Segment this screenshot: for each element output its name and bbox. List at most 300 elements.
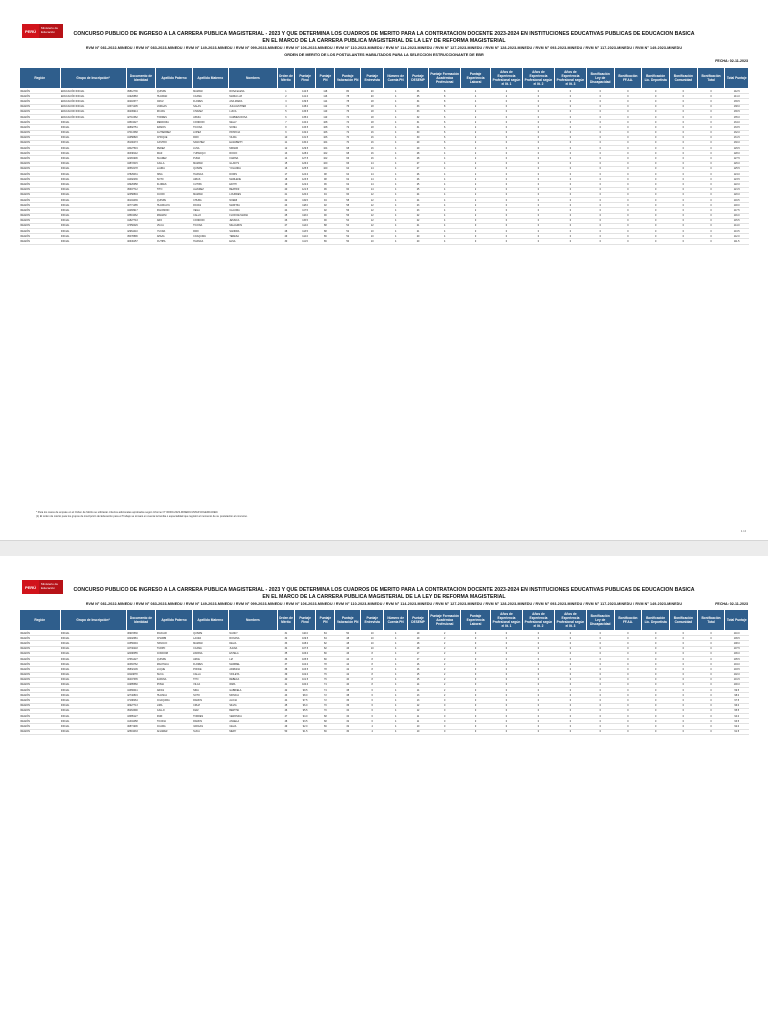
table-cell: VILMA xyxy=(228,135,277,140)
table-cell: 102.0 xyxy=(294,672,315,677)
table-cell: 112.0 xyxy=(725,234,749,239)
table-cell: 2 xyxy=(461,208,491,213)
table-cell: 0 xyxy=(461,708,491,713)
table-cell: 100.0 xyxy=(725,682,749,687)
table-cell: 0 xyxy=(697,667,725,672)
table-cell: VERONICA xyxy=(228,714,277,719)
footnotes xyxy=(36,511,556,519)
table-cell: 0 xyxy=(614,161,642,166)
table-cell: 0 xyxy=(586,662,614,667)
table-cell: 0 xyxy=(554,239,586,244)
table-cell: ANA MARIA xyxy=(228,99,277,104)
column-header: Puntaje Formación Académica Profesional xyxy=(429,610,461,631)
table-cell: 20 xyxy=(407,234,428,239)
table-cell: 0 xyxy=(614,99,642,104)
table-cell: 0 xyxy=(461,672,491,677)
table-cell: 0 xyxy=(554,641,586,646)
table-cell: 0 xyxy=(642,99,670,104)
table-cell: MONICA xyxy=(228,693,277,698)
table-cell: 32 xyxy=(407,114,428,119)
table-cell: 0 xyxy=(522,135,554,140)
table-cell: 0 xyxy=(586,724,614,729)
table-cell: 0 xyxy=(670,182,698,187)
table-cell: 0 xyxy=(554,667,586,672)
table-cell: 8 xyxy=(361,672,384,677)
table-cell: 125.5 xyxy=(294,166,315,171)
table-cell: 101.5 xyxy=(725,677,749,682)
table-cell: 131.5 xyxy=(294,135,315,140)
table-cell: INICIAL xyxy=(60,156,126,161)
table-cell: 49 xyxy=(277,724,294,729)
table-cell: 92 xyxy=(316,208,335,213)
table-cell: 112.0 xyxy=(294,234,315,239)
table-cell: CUTIPA xyxy=(192,182,228,187)
column-header: Apellido Materno xyxy=(192,68,228,89)
table-cell: 0 xyxy=(522,161,554,166)
table-cell: 16 xyxy=(361,151,384,156)
ministry-logo: Ministerio de Educación xyxy=(39,580,63,594)
table-cell: VIOLETA xyxy=(228,672,277,677)
table-cell: 0 xyxy=(642,208,670,213)
table-cell: 0 xyxy=(697,651,725,656)
table-cell: 119.5 xyxy=(294,197,315,202)
table-cell: 131.5 xyxy=(725,135,749,140)
table-cell: 3 xyxy=(277,99,294,104)
table-cell: 72 xyxy=(316,698,335,703)
table-cell: QUISPE xyxy=(156,197,192,202)
table-cell: 0 xyxy=(642,724,670,729)
table-cell: 0 xyxy=(522,140,554,145)
table-cell: 0 xyxy=(522,729,554,734)
table-cell: 0 xyxy=(642,120,670,125)
table-cell: 0 xyxy=(670,729,698,734)
table-cell: 0 xyxy=(586,140,614,145)
table-cell: TICONA xyxy=(156,719,192,724)
table-cell: TORRES xyxy=(156,114,192,119)
table-cell: 41092236 xyxy=(126,177,156,182)
table-cell: INICIAL xyxy=(60,187,126,192)
table-cell: 18 xyxy=(361,109,384,114)
table-cell: 0 xyxy=(490,651,522,656)
table-cell: INICIAL xyxy=(60,719,126,724)
table-cell: ALVAREZ xyxy=(192,187,228,192)
table-cell: 0 xyxy=(461,729,491,734)
table-cell: 14 xyxy=(361,166,384,171)
table-cell: 0 xyxy=(697,641,725,646)
table-cell: REGIÓN xyxy=(20,641,61,646)
table-cell: 2 xyxy=(461,135,491,140)
table-cell: 0 xyxy=(490,172,522,177)
table-cell: RAMOS xyxy=(192,719,228,724)
table-cell: 40927713 xyxy=(126,703,156,708)
table-cell: REGIÓN xyxy=(20,177,61,182)
table-cell: 0 xyxy=(697,698,725,703)
table-cell: 0 xyxy=(697,677,725,682)
document-date: FECHA: 02-11-2023 xyxy=(715,59,748,63)
table-cell: 102 xyxy=(316,151,335,156)
table-cell: 118 xyxy=(316,89,335,94)
table-cell: 0 xyxy=(554,161,586,166)
table-cell: VILCA xyxy=(192,682,228,687)
table-cell: 0 xyxy=(670,140,698,145)
table-cell: 48 xyxy=(335,641,361,646)
footnote-1: * Para los casos de empate en el Orden de Mérito se utilizarán criterios adicionales aprobados según Informe N° 00000-2023-MINEDU/VMGP-DIGEDD-DIED. xyxy=(36,511,219,514)
table-cell: MERY xyxy=(228,729,277,734)
table-cell: 4 xyxy=(384,208,407,213)
table-cell: 0 xyxy=(586,146,614,151)
table-cell: 48 xyxy=(277,719,294,724)
table-cell: 107.5 xyxy=(294,646,315,651)
table-cell: 0 xyxy=(614,140,642,145)
table-cell: 40 xyxy=(335,682,361,687)
column-header: Puntaje Entrevista xyxy=(361,610,384,631)
table-cell: 0 xyxy=(697,187,725,192)
table-cell: PARI xyxy=(156,714,192,719)
table-cell: 74 xyxy=(316,682,335,687)
table-cell: QUISPE xyxy=(192,631,228,636)
table-cell: 0 xyxy=(614,714,642,719)
table-cell: 100 xyxy=(316,161,335,166)
table-cell: 123.5 xyxy=(294,177,315,182)
table-cell: 24 xyxy=(407,192,428,197)
table-cell: 0 xyxy=(670,130,698,135)
table-cell: 6 xyxy=(429,125,461,130)
table-cell: REGIÓN xyxy=(20,182,61,187)
table-cell: 0 xyxy=(490,166,522,171)
table-cell: INICIAL xyxy=(60,708,126,713)
table-cell: 37 xyxy=(277,662,294,667)
table-cell: 132.0 xyxy=(294,130,315,135)
table-cell: 0 xyxy=(697,631,725,636)
table-cell: 0 xyxy=(461,698,491,703)
table-cell: 31 xyxy=(407,120,428,125)
table-cell: 32 xyxy=(277,636,294,641)
table-cell: 108 xyxy=(316,120,335,125)
table-cell: REGIÓN xyxy=(20,651,61,656)
table-cell: 98 xyxy=(316,172,335,177)
table-cell: 0 xyxy=(490,703,522,708)
table-cell: 0 xyxy=(490,234,522,239)
table-cell: 0 xyxy=(522,677,554,682)
table-cell: 0 xyxy=(614,229,642,234)
table-cell: 12 xyxy=(361,192,384,197)
table-cell: 43926658 xyxy=(126,182,156,187)
merit-table-page-2 xyxy=(19,609,749,735)
table-cell: EDUCACIÓN INICIAL xyxy=(60,109,126,114)
table-cell: LAURA xyxy=(192,636,228,641)
table-cell: 56 xyxy=(335,208,361,213)
table-cell: 4 xyxy=(384,708,407,713)
table-cell: 114.0 xyxy=(725,223,749,228)
table-cell: 0 xyxy=(554,151,586,156)
table-cell: 4 xyxy=(361,729,384,734)
table-cell: 0 xyxy=(461,636,491,641)
table-cell: 4 xyxy=(384,714,407,719)
table-cell: 0 xyxy=(642,94,670,99)
table-cell: 4 xyxy=(384,151,407,156)
column-header: Bonificación Total xyxy=(697,610,725,631)
table-cell: 0 xyxy=(670,708,698,713)
table-cell: 74 xyxy=(335,120,361,125)
table-cell: PARI xyxy=(192,135,228,140)
table-cell: 56 xyxy=(335,213,361,218)
table-cell: 46915530 xyxy=(126,631,156,636)
table-cell: 44730218 xyxy=(126,646,156,651)
table-cell: PONCE xyxy=(192,667,228,672)
table-cell: DORIS xyxy=(228,172,277,177)
table-cell: 122.0 xyxy=(725,182,749,187)
table-cell: CALLA xyxy=(192,672,228,677)
table-cell: 86 xyxy=(316,239,335,244)
table-cell: HUANCA xyxy=(192,239,228,244)
table-cell: 0 xyxy=(522,662,554,667)
table-cell: 0 xyxy=(461,239,491,244)
table-cell: 0 xyxy=(697,146,725,151)
table-cell: REGIÓN xyxy=(20,166,61,171)
table-cell: 0 xyxy=(586,161,614,166)
table-cell: 0 xyxy=(614,187,642,192)
table-cell: 2 xyxy=(429,631,461,636)
table-cell: 0 xyxy=(614,631,642,636)
table-cell: CRUZ xyxy=(156,99,192,104)
table-cell: 0 xyxy=(461,724,491,729)
table-cell: 0 xyxy=(697,135,725,140)
table-cell: 0 xyxy=(490,146,522,151)
table-cell: 0 xyxy=(670,667,698,672)
table-cell: 36 xyxy=(407,89,428,94)
table-cell: 4 xyxy=(429,172,461,177)
table-cell: 0 xyxy=(670,213,698,218)
table-cell: 36 xyxy=(277,656,294,661)
table-cell: 0 xyxy=(642,151,670,156)
table-cell: 46 xyxy=(277,708,294,713)
table-cell: 95.5 xyxy=(294,708,315,713)
table-cell: 33 xyxy=(407,104,428,109)
table-cell: 44 xyxy=(335,656,361,661)
table-cell: ROSA ELENA xyxy=(228,89,277,94)
table-cell: 0 xyxy=(614,688,642,693)
table-cell: 2 xyxy=(429,636,461,641)
table-cell: 101.5 xyxy=(294,677,315,682)
table-cell: 18 xyxy=(361,99,384,104)
table-cell: 2 xyxy=(429,682,461,687)
table-cell: CHAVEZ xyxy=(192,109,228,114)
table-cell: 78 xyxy=(316,667,335,672)
table-cell: REGIÓN xyxy=(20,223,61,228)
table-cell: 4 xyxy=(384,109,407,114)
table-cell: 123.5 xyxy=(725,177,749,182)
table-cell: 98.0 xyxy=(294,693,315,698)
table-cell: 100 xyxy=(316,166,335,171)
table-cell: PARI xyxy=(192,229,228,234)
table-cell: 121.5 xyxy=(725,187,749,192)
table-cell: 0 xyxy=(586,213,614,218)
table-cell: 0 xyxy=(697,177,725,182)
table-cell: 0 xyxy=(586,677,614,682)
table-cell: 0 xyxy=(554,636,586,641)
table-cell: 78 xyxy=(335,94,361,99)
table-cell: 0 xyxy=(554,682,586,687)
table-cell: 41556094 xyxy=(126,641,156,646)
table-cell: 11 xyxy=(407,719,428,724)
table-cell: 47661427 xyxy=(126,656,156,661)
table-cell: 46407335 xyxy=(126,677,156,682)
table-cell: 4 xyxy=(384,636,407,641)
table-cell: 0 xyxy=(642,672,670,677)
table-cell: 43119878 xyxy=(126,672,156,677)
table-cell: REGIÓN xyxy=(20,703,61,708)
table-cell: JESSICA xyxy=(228,218,277,223)
column-header: Puntaje DESEMP xyxy=(407,610,428,631)
table-cell: 114 xyxy=(316,99,335,104)
table-cell: 4 xyxy=(429,161,461,166)
table-cell: NINA xyxy=(192,688,228,693)
table-cell: 0 xyxy=(586,151,614,156)
table-cell: 0 xyxy=(614,156,642,161)
table-cell: 104.0 xyxy=(725,662,749,667)
table-cell: 66 xyxy=(316,724,335,729)
table-cell: 0 xyxy=(522,703,554,708)
column-header: Región xyxy=(20,610,61,631)
table-cell: 4 xyxy=(384,662,407,667)
table-cell: 124.0 xyxy=(725,172,749,177)
column-header: Apellido Materno xyxy=(192,610,228,631)
table-cell: 115.5 xyxy=(294,218,315,223)
table-cell: 38 xyxy=(335,693,361,698)
table-cell: 0 xyxy=(490,719,522,724)
table-cell: 0 xyxy=(490,161,522,166)
table-cell: 0 xyxy=(554,688,586,693)
table-cell: 106.0 xyxy=(294,651,315,656)
table-cell: ELSA xyxy=(228,239,277,244)
column-header: Grupo de Inscripción* xyxy=(60,610,126,631)
table-cell: 20 xyxy=(361,89,384,94)
table-cell: 4 xyxy=(384,120,407,125)
table-cell: 0 xyxy=(490,708,522,713)
table-cell: 93.5 xyxy=(725,719,749,724)
table-cell: 0 xyxy=(461,719,491,724)
table-cell: 30 xyxy=(407,135,428,140)
table-cell: 0 xyxy=(490,636,522,641)
table-cell: 21 xyxy=(277,192,294,197)
table-cell: 14 xyxy=(361,182,384,187)
table-cell: TORRES xyxy=(192,714,228,719)
table-cell: 2 xyxy=(461,151,491,156)
table-cell: 135.0 xyxy=(725,114,749,119)
table-cell: 0 xyxy=(490,130,522,135)
table-cell: 94.0 xyxy=(294,714,315,719)
table-cell: 0 xyxy=(642,656,670,661)
table-cell: 2 xyxy=(461,114,491,119)
table-cell: 4 xyxy=(384,182,407,187)
table-cell: 4 xyxy=(384,682,407,687)
table-cell: MAMANI xyxy=(192,161,228,166)
table-cell: 18 xyxy=(407,646,428,651)
table-cell: 0 xyxy=(554,114,586,119)
table-cell: 0 xyxy=(670,677,698,682)
table-cell: 0 xyxy=(670,672,698,677)
table-cell: VILCA xyxy=(156,223,192,228)
table-cell: 68 xyxy=(335,146,361,151)
column-header: Bonificación Lic. Deportista xyxy=(642,68,670,89)
table-cell: 0 xyxy=(614,724,642,729)
table-cell: 102.0 xyxy=(725,672,749,677)
table-cell: 105.5 xyxy=(294,656,315,661)
table-cell: 129.5 xyxy=(725,146,749,151)
table-cell: INICIAL xyxy=(60,208,126,213)
table-cell: MARITZA xyxy=(228,203,277,208)
table-cell: 4 xyxy=(429,213,461,218)
table-cell: 111.5 xyxy=(294,239,315,244)
table-cell: 0 xyxy=(586,94,614,99)
table-cell: 4 xyxy=(384,641,407,646)
table-cell: 8 xyxy=(429,99,461,104)
table-cell: 4 xyxy=(384,203,407,208)
table-cell: 0 xyxy=(642,192,670,197)
table-cell: 0 xyxy=(522,682,554,687)
table-cell: CONDORI xyxy=(192,120,228,125)
table-cell: 35 xyxy=(407,94,428,99)
table-cell: 0 xyxy=(586,109,614,114)
table-cell: 0 xyxy=(642,682,670,687)
table-cell: 0 xyxy=(670,703,698,708)
table-cell: 0 xyxy=(614,218,642,223)
table-cell: RAMOS xyxy=(192,698,228,703)
table-cell: 22 xyxy=(407,218,428,223)
table-cell: 118.0 xyxy=(725,203,749,208)
table-cell: 16 xyxy=(361,130,384,135)
table-cell: REGIÓN xyxy=(20,172,61,177)
table-cell: 46 xyxy=(335,646,361,651)
table-cell: REGIÓN xyxy=(20,135,61,140)
table-cell: 44366041 xyxy=(126,688,156,693)
table-cell: REGIÓN xyxy=(20,667,61,672)
table-cell: 15 xyxy=(277,161,294,166)
table-cell: 116.0 xyxy=(294,213,315,218)
table-cell: 0 xyxy=(614,130,642,135)
table-cell: 14 xyxy=(407,688,428,693)
table-cell: 0 xyxy=(614,182,642,187)
table-cell: CHOQUE xyxy=(156,135,192,140)
table-cell: 0 xyxy=(670,646,698,651)
column-header: Total Puntaje xyxy=(725,68,749,89)
table-cell: 43 xyxy=(277,693,294,698)
table-cell: SOTO xyxy=(192,693,228,698)
table-cell: 0 xyxy=(614,729,642,734)
table-cell: 74 xyxy=(335,114,361,119)
table-cell: LOURDES xyxy=(228,192,277,197)
table-cell: 4 xyxy=(429,187,461,192)
table-cell: 8 xyxy=(361,656,384,661)
table-cell: 14 xyxy=(361,177,384,182)
table-cell: 80 xyxy=(335,89,361,94)
table-cell: 10 xyxy=(361,229,384,234)
table-cell: 30 xyxy=(277,239,294,244)
table-cell: INICIAL xyxy=(60,672,126,677)
table-cell: 0 xyxy=(614,172,642,177)
column-header: Puntaje PN xyxy=(316,610,335,631)
table-cell: 4 xyxy=(429,218,461,223)
table-cell: COAQUIRA xyxy=(156,698,192,703)
table-cell: 28 xyxy=(277,229,294,234)
table-cell: CALLO xyxy=(156,708,192,713)
table-cell: 70 xyxy=(316,703,335,708)
table-cell: 2 xyxy=(461,177,491,182)
table-cell: 0 xyxy=(522,125,554,130)
table-cell: 0 xyxy=(586,229,614,234)
table-cell: 12 xyxy=(361,197,384,202)
table-cell: 0 xyxy=(490,223,522,228)
